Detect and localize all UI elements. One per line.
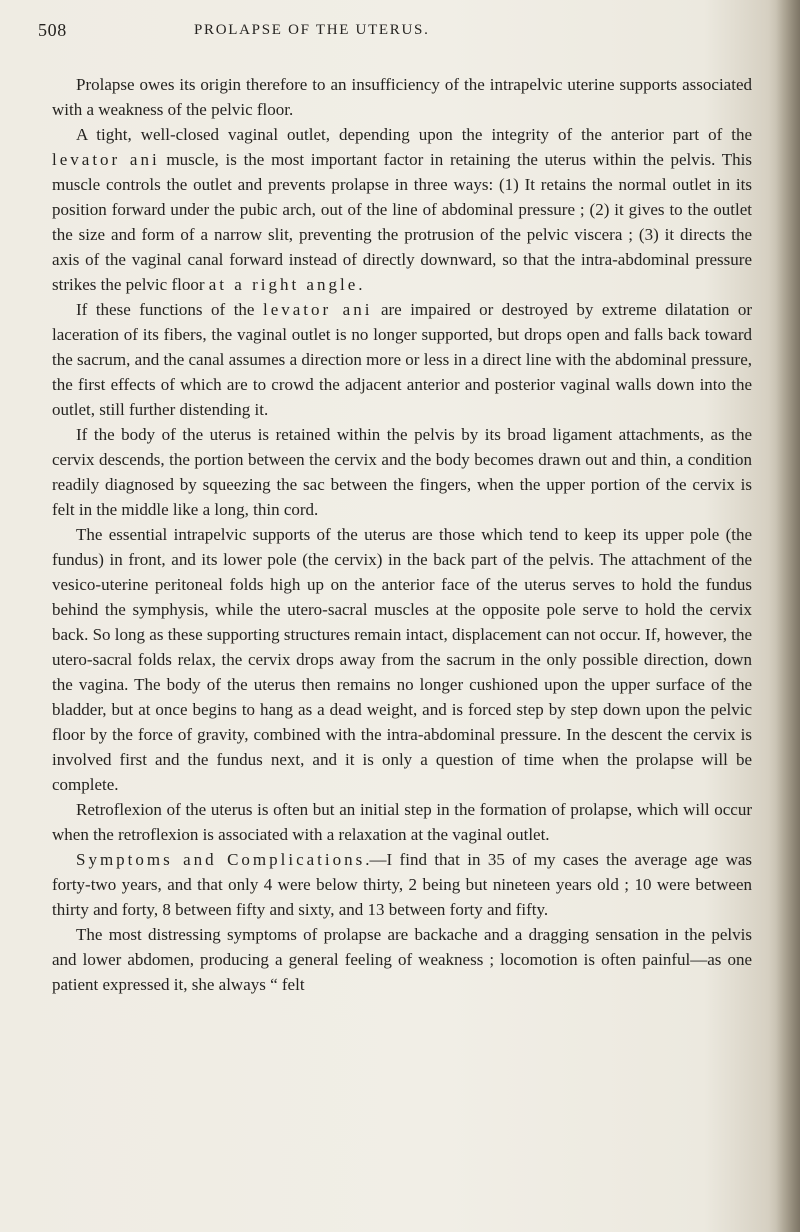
- page-number: 508: [38, 20, 67, 40]
- paragraph-text: A tight, well-closed vaginal outlet, depending upon the integrity of the anterior part of the: [76, 125, 752, 144]
- page-edge-shadow: [776, 0, 800, 1232]
- paragraph-6: [52, 797, 752, 847]
- paragraph-text: .: [358, 275, 363, 294]
- paragraph-text: If these functions of the: [76, 300, 263, 319]
- paragraph-text: The most distressing symptoms of prolapse are backache and a dragging sensation in the pelvis and lower abdomen, producing a general feeling of weakness ; locomotion is often painful—as one patient expressed it, she always “ felt: [52, 925, 752, 994]
- paragraph-3: [52, 297, 752, 422]
- paragraph-1: [52, 72, 752, 122]
- paragraph-text: Retroflexion of the uterus is often but an initial step in the formation of prolapse, which will occur when the retroflexion is associated with a relaxation at the vaginal outlet.: [52, 800, 752, 844]
- paragraph-8: [52, 922, 752, 997]
- paragraph-text: If the body of the uterus is retained within the pelvis by its broad ligament attachments, as the cervix descends, the portion between the cervix and the body becomes drawn out and thin, a condition readily diagnosed by squeezing the sac between the fingers, when the upper portion of the cervix is felt in the middle like a long, thin cord.: [52, 425, 752, 519]
- spaced-term-levator-ani: levator ani: [262, 300, 373, 319]
- paragraph-4: [52, 422, 752, 522]
- section-heading-symptoms: Symptoms and Complications: [76, 850, 366, 869]
- paragraph-text: are impaired or destroyed by extreme dilatation or laceration of its fibers, the vaginal outlet is no longer supported, but drops open and falls back toward the sacrum, and the canal assumes a direction more or less in a direct line with the abdominal pressure, the first effects of which are to crowd the adjacent anterior and posterior vaginal walls down into the outlet, still further distending it.: [52, 300, 753, 419]
- paragraph-text: Prolapse owes its origin therefore to an insufficiency of the intrapelvic uterine supports associated with a weakness of the pelvic floor.: [52, 75, 752, 119]
- paragraph-text: The essential intrapelvic supports of the uterus are those which tend to keep its upper pole (the fundus) in front, and its lower pole (the cervix) in the back part of the pelvis. The attachment of the vesico-uterine peritoneal folds high up on the anterior face of the uterus serves to hold the fundus behind the symphysis, while the utero-sacral muscles at the opposite pole serve to hold the cervix back. So long as these supporting structures remain intact, displacement can not occur. If, however, the utero-sacral folds relax, the cervix drops away from the sacrum in the only possible direction, down the vagina. The body of the uterus then remains no longer cushioned upon the upper surface of the bladder, but at once begins to hang as a dead weight, and is forced step by step down upon the pelvic floor by the force of gravity, combined with the intra-abdominal pressure. In the descent the cervix is involved first and the fundus next, and it is only a question of time when the prolapse will be complete.: [52, 525, 752, 794]
- spaced-term-levator-ani: levator ani: [52, 150, 160, 169]
- page-header: [38, 12, 738, 52]
- paragraph-5: [52, 522, 752, 797]
- body-text: [52, 72, 752, 997]
- paragraph-7: [52, 847, 752, 922]
- paragraph-text: muscle, is the most important factor in retaining the uterus within the pelvis. This muscle controls the outlet and prevents prolapse in three ways: (1) It retains the normal outlet in its position forward under the pubic arch, out of the line of abdominal pressure ; (2) it gives to the outlet the size and form of a narrow slit, preventing the protrusion of the pelvic viscera ; (3) it directs the axis of the vaginal canal forward instead of directly downward, so that the intra-abdominal pressure strikes the pelvic floor: [52, 150, 752, 294]
- running-head: PROLAPSE OF THE UTERUS.: [194, 22, 430, 38]
- spaced-term-right-angle: at a right angle: [208, 275, 359, 294]
- paragraph-2: [52, 122, 752, 297]
- paragraph-text: .—I find that in 35 of my cases the average age was forty-two years, and that only 4 were below thirty, 2 being but nineteen years old ; 10 were between thirty and forty, 8 between fifty and sixty, and 13 between forty and fifty.: [52, 850, 753, 919]
